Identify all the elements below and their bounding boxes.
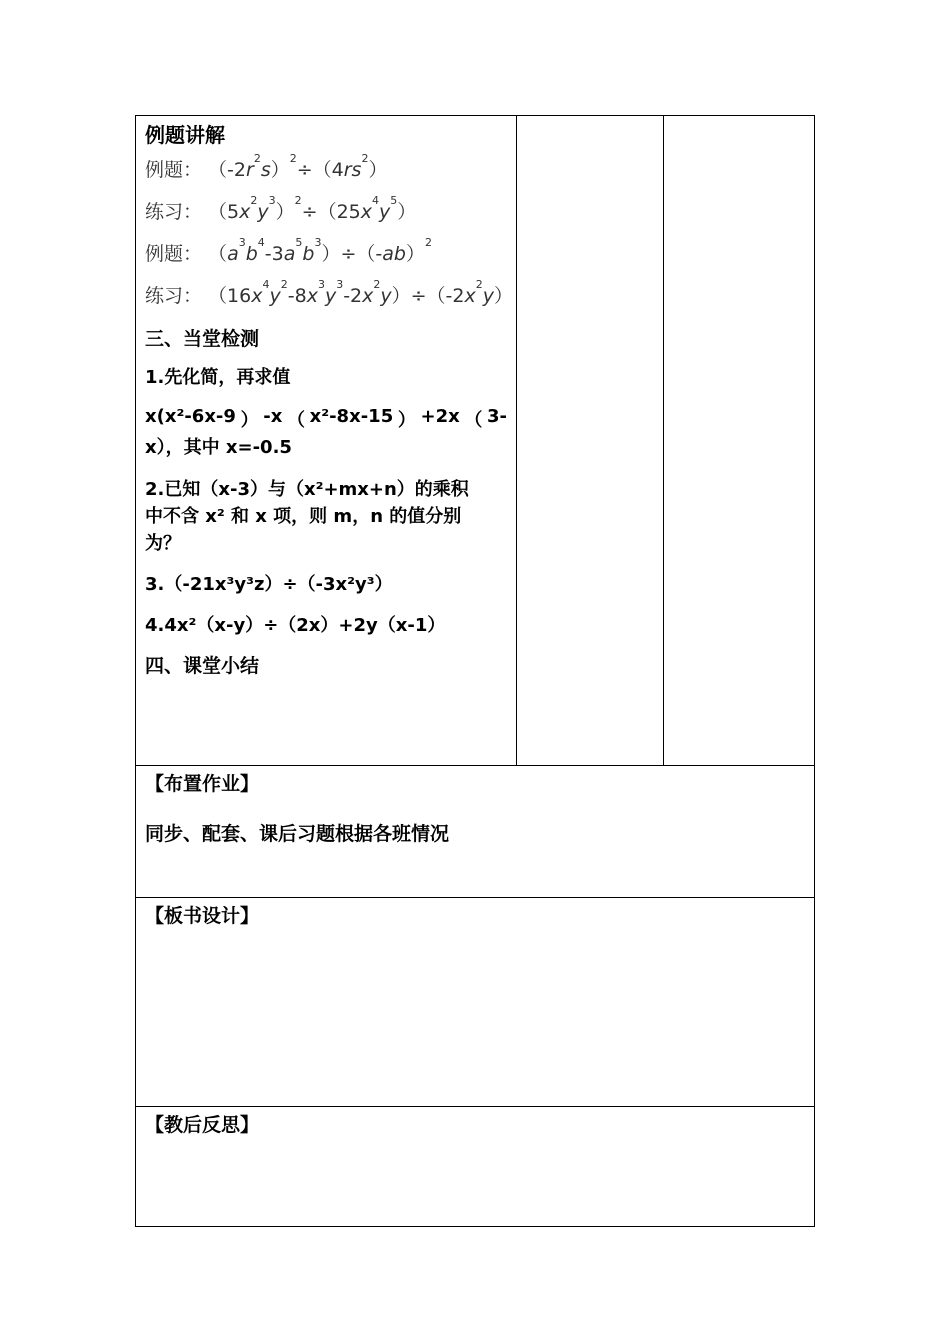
example-1: 例题： $(-2r^2s)^2\div(4rs^2)$ <box>145 152 388 181</box>
homework-cell <box>135 765 815 897</box>
empty-cell-middle <box>516 115 663 765</box>
question-2-line-2: 中不含 x² 和 x 项，则 m，n 的值分别 <box>145 506 462 527</box>
reflection-cell <box>135 1106 815 1227</box>
practice-1: 练习： $(5x^2y^3)^2\div(25x^4y^5)$ <box>145 194 417 223</box>
section-4-title: 四、课堂小结 <box>145 655 260 677</box>
question-4: 4.4x²（x-y）÷（2x）+2y（x-1） <box>145 615 446 636</box>
question-1-expression: x(x²-6x-9 ） -x （ x²-8x-15 ） +2x （ 3- <box>145 406 507 431</box>
question-1-condition: x），其中 x=-0.5 <box>145 437 292 458</box>
example-2: 例题： $(a^3b^4-3a^5b^3)\div(-ab)^2$ <box>145 236 432 265</box>
empty-cell-right <box>663 115 815 765</box>
reflection-title: 【教后反思】 <box>145 1114 260 1136</box>
question-1-title: 1.先化简，再求值 <box>145 367 291 388</box>
board-design-title: 【板书设计】 <box>145 905 260 927</box>
content-cell <box>135 115 516 765</box>
question-2-line-3: 为？ <box>145 533 181 554</box>
homework-title: 【布置作业】 <box>145 773 260 795</box>
practice-2: 练习： $(16x^4y^2-8x^3y^3-2x^2y)\div(-2x^2y)$ <box>145 278 514 307</box>
question-3: 3.（-21x³y³z）÷（-3x²y³） <box>145 574 393 595</box>
section-heading-examples: 例题讲解 <box>145 123 225 147</box>
question-2-line-1: 2.已知（x-3）与（x²+mx+n）的乘积 <box>145 479 469 500</box>
section-3-title: 三、当堂检测 <box>145 328 260 350</box>
homework-content: 同步、配套、课后习题根据各班情况 <box>145 823 450 845</box>
board-design-cell <box>135 897 815 1106</box>
